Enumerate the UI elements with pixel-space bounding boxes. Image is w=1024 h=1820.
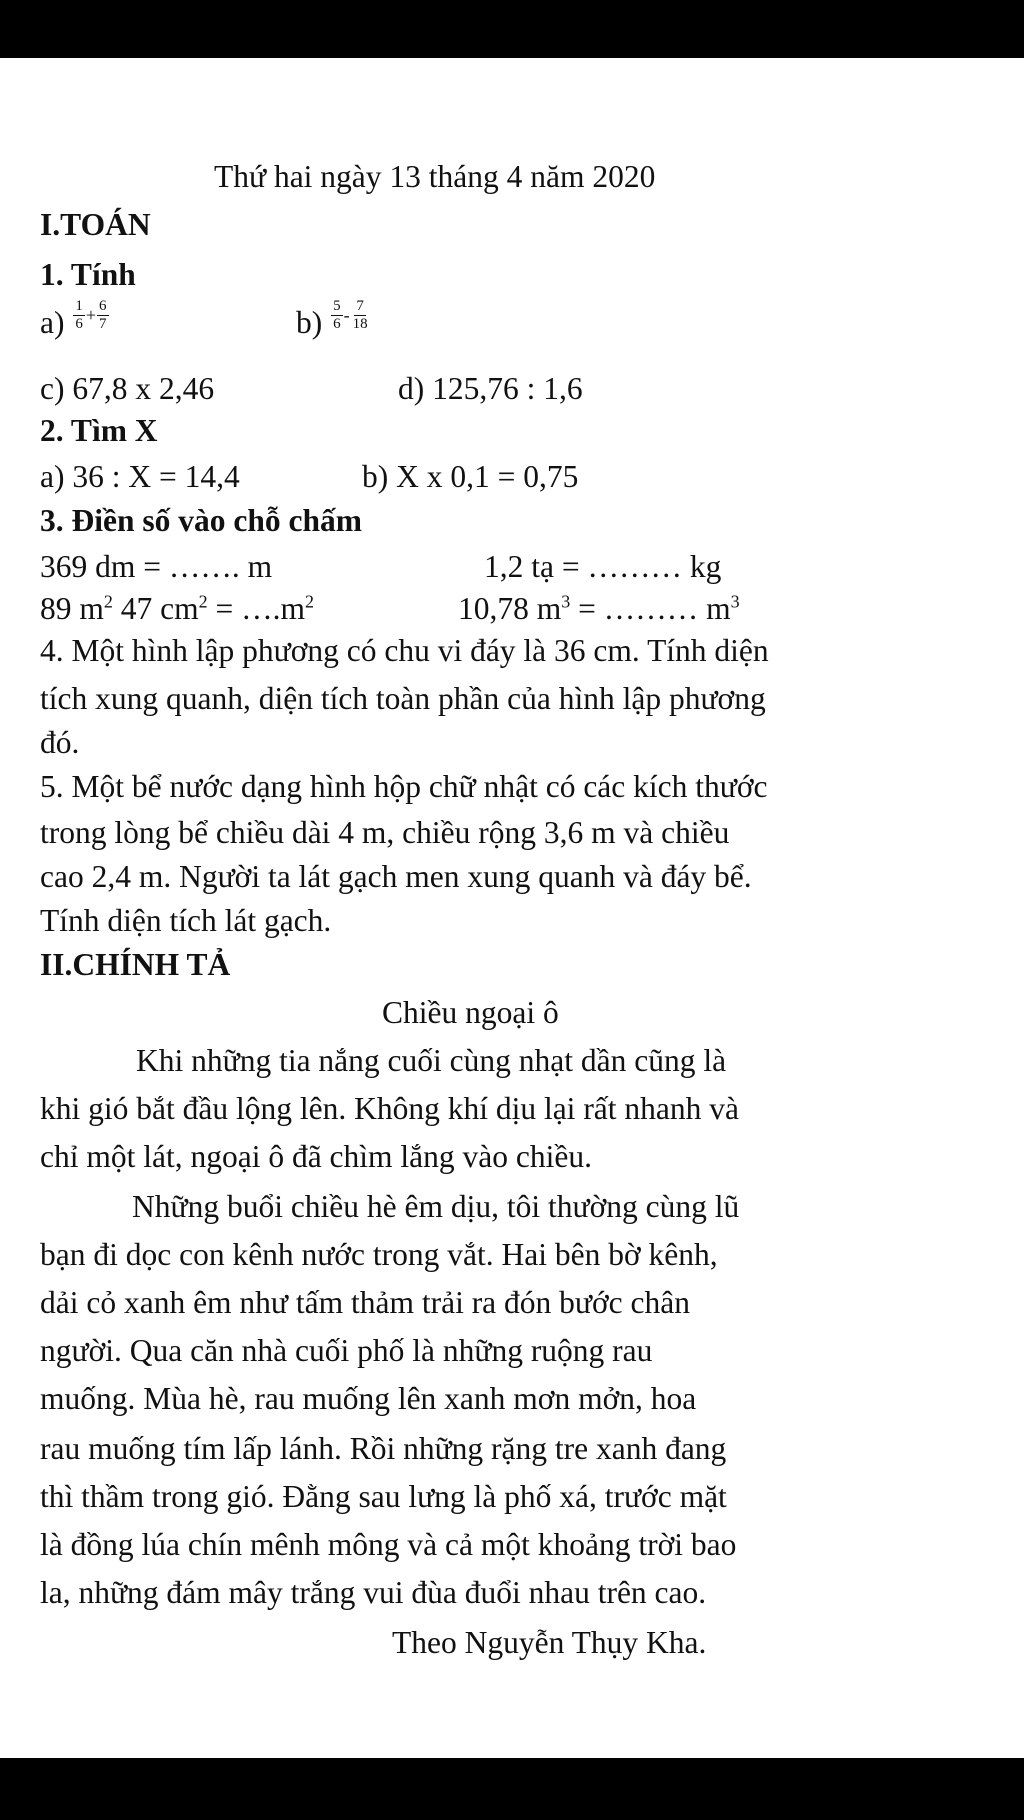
section-heading-math: I.TOÁN bbox=[40, 207, 151, 242]
question-1d: d) 125,76 : 1,6 bbox=[398, 371, 583, 406]
top-black-bar bbox=[0, 0, 1024, 58]
question-4-line: đó. bbox=[40, 725, 80, 760]
operator: - bbox=[343, 304, 350, 325]
question-5-line: cao 2,4 m. Người ta lát gạch men xung quanh và đáy bể. bbox=[40, 859, 752, 894]
passage-line: Những buổi chiều hè êm dịu, tôi thường cùng lũ bbox=[132, 1189, 740, 1224]
passage-line: Khi những tia nắng cuối cùng nhạt dần cũng là bbox=[136, 1043, 727, 1078]
label: b) bbox=[296, 305, 323, 340]
bottom-black-bar bbox=[0, 1758, 1024, 1820]
passage-line: chỉ một lát, ngoại ô đã chìm lắng vào chiều. bbox=[40, 1139, 592, 1174]
question-2a: a) 36 : X = 14,4 bbox=[40, 459, 240, 494]
question-1b bbox=[296, 298, 371, 344]
passage-line: rau muống tím lấp lánh. Rồi những rặng tre xanh đang bbox=[40, 1431, 727, 1466]
passage-line: là đồng lúa chín mênh mông và cả một khoảng trời bao bbox=[40, 1527, 737, 1562]
question-2-title: 2. Tìm X bbox=[40, 413, 158, 448]
passage-author: Theo Nguyễn Thụy Kha. bbox=[392, 1625, 707, 1660]
question-3-row1-right: 1,2 tạ = ……… kg bbox=[484, 549, 722, 584]
question-3-title: 3. Điền số vào chỗ chấm bbox=[40, 503, 362, 538]
fraction: $\frac{1}{6}$ bbox=[75, 298, 83, 333]
passage-title: Chiều ngoại ô bbox=[382, 995, 559, 1030]
question-1a bbox=[40, 298, 110, 344]
passage-line: người. Qua căn nhà cuối phố là những ruộng rau bbox=[40, 1333, 653, 1368]
fraction: $\frac{7}{18}$ bbox=[352, 298, 368, 333]
question-4-line: tích xung quanh, diện tích toàn phần của hình lập phương bbox=[40, 681, 766, 716]
passage-line: dải cỏ xanh êm như tấm thảm trải ra đón bước chân bbox=[40, 1285, 690, 1320]
section-heading-spelling: II.CHÍNH TẢ bbox=[40, 947, 231, 982]
question-5-line: Tính diện tích lát gạch. bbox=[40, 903, 332, 938]
fraction: $\frac{5}{6}$ bbox=[333, 298, 341, 333]
passage-line: thì thầm trong gió. Đằng sau lưng là phố xá, trước mặt bbox=[40, 1479, 727, 1514]
question-1-title: 1. Tính bbox=[40, 257, 136, 292]
question-3-row2-right: 10,78 $m^3$ = ……… $m^3$ bbox=[458, 591, 740, 626]
fraction: $\frac{6}{7}$ bbox=[99, 298, 107, 333]
passage-line: la, những đám mây trắng vui đùa đuổi nhau trên cao. bbox=[40, 1575, 707, 1610]
question-3-row2-left: 89 $m^2$ 47 $cm^2$ = $\dots.m^2$ bbox=[40, 591, 315, 626]
passage-line: muống. Mùa hè, rau muống lên xanh mơn mởn, hoa bbox=[40, 1381, 697, 1416]
question-4-line: 4. Một hình lập phương có chu vi đáy là 36 cm. Tính diện bbox=[40, 633, 769, 668]
label: a) bbox=[40, 305, 65, 340]
question-1c: c) 67,8 x 2,46 bbox=[40, 371, 215, 406]
question-2b: b) X x 0,1 = 0,75 bbox=[362, 459, 579, 494]
operator: + bbox=[85, 304, 97, 325]
passage-line: bạn đi dọc con kênh nước trong vắt. Hai bên bờ kênh, bbox=[40, 1237, 718, 1272]
question-5-line: trong lòng bể chiều dài 4 m, chiều rộng 3,6 m và chiều bbox=[40, 815, 730, 850]
question-5-line: 5. Một bể nước dạng hình hộp chữ nhật có các kích thước bbox=[40, 769, 768, 804]
passage-line: khi gió bắt đầu lộng lên. Không khí dịu lại rất nhanh và bbox=[40, 1091, 739, 1126]
date-line: Thứ hai ngày 13 tháng 4 năm 2020 bbox=[214, 159, 656, 194]
question-3-row1-left: 369 dm = ……. m bbox=[40, 549, 273, 584]
